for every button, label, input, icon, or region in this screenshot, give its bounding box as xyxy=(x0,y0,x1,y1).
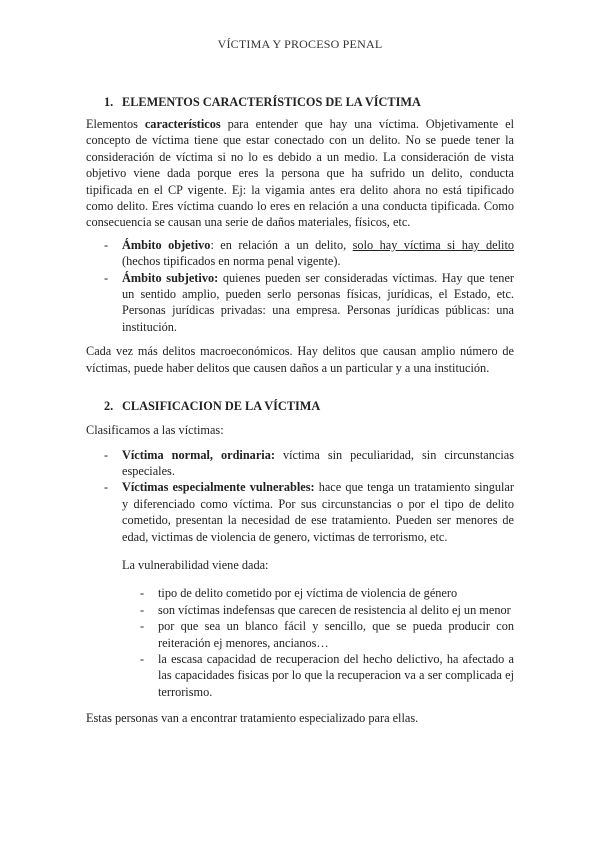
vulnerability-list xyxy=(86,585,514,700)
bold-term: Ámbito subjetivo: xyxy=(122,270,219,285)
list-item xyxy=(86,602,514,618)
vulnerability-intro: La vulnerabilidad viene dada: xyxy=(122,557,269,572)
section-2-closing: Estas personas van a encontrar tratamiento especializado para ellas. xyxy=(86,711,419,726)
dash-bullet: - xyxy=(140,586,145,601)
dash-bullet: - xyxy=(140,619,145,634)
bold-term: Ámbito objetivo xyxy=(122,237,211,252)
section-2-list xyxy=(86,447,514,545)
list-item xyxy=(86,270,514,336)
page-header: VÍCTIMA Y PROCESO PENAL xyxy=(217,37,383,51)
text-run: la escasa capacidad de recuperacion del hecho delictivo, ha afectado a las capacidades fisicas por lo que la recuperacion va a ser complicada ej terrorismo. xyxy=(158,651,514,699)
section-1-number: 1. xyxy=(104,95,114,109)
dash-bullet: - xyxy=(140,651,145,666)
section-2-intro: Clasificamos a las víctimas: xyxy=(86,423,224,438)
section-1-title: ELEMENTOS CARACTERÍSTICOS DE LA VÍCTIMA xyxy=(122,95,421,109)
document-body xyxy=(86,94,514,727)
section-1-list xyxy=(86,237,514,335)
section-1-heading xyxy=(104,94,514,110)
dash-bullet: - xyxy=(104,237,109,252)
dash-bullet: - xyxy=(104,270,109,285)
text-run: para entender que hay una víctima. Objetivamente el concepto de víctima tiene que estar conectado con un delito. No se puede tener la consideración de víctima si no lo es debido a un medio. La consideración de vista objetivo viene dada porque eres la persona que ha sufrido un delito, conducta tipificada en el CP vigente. Ej: la vigamia antes era delito ahora no está tipificado como delito. Eres víctima cuando lo eres en relación a una conducta tipificada. Como consecuencia se causan una serie de daños materiales, físicos, etc. xyxy=(86,117,514,230)
dash-bullet: - xyxy=(104,480,109,495)
section-2-title: CLASIFICACION DE LA VÍCTIMA xyxy=(122,399,321,414)
list-item xyxy=(86,585,514,601)
text-run: víctima sin peculiaridad, sin circunstancias especiales. xyxy=(122,447,514,478)
list-item xyxy=(86,479,514,545)
bold-term: Víctimas especialmente vulnerables: xyxy=(122,480,315,495)
text-run: quienes pueden ser consideradas víctimas. Hay que tener un sentido amplio, pueden serlo personas físicas, jurídicas, el Estado, etc. Personas jurídicas privadas: una empresa. Personas jurídicas públicas: una institución. xyxy=(122,270,514,334)
section-1-paragraph-1 xyxy=(86,116,514,231)
section-2-heading xyxy=(104,398,514,414)
text-run: Elementos xyxy=(86,117,145,131)
bold-term: Víctima normal, ordinaria: xyxy=(122,447,275,462)
dash-bullet: - xyxy=(104,447,109,462)
section-1-paragraph-2: Cada vez más delitos macroeconómicos. Hay delitos que causan amplio número de víctimas, puede haber delitos que causen daños a un particular y a una institución. xyxy=(86,344,514,375)
bold-term: característicos xyxy=(144,117,221,131)
dash-bullet: - xyxy=(140,602,145,617)
list-item xyxy=(86,651,514,700)
text-run: son víctimas indefensas que carecen de resistencia al delito ej un menor xyxy=(158,602,511,617)
list-item xyxy=(86,237,514,270)
underlined-text: solo hay víctima si hay delito xyxy=(352,237,515,252)
text-run: (hechos tipificados en norma penal vigente). xyxy=(122,254,341,269)
section-2-number: 2. xyxy=(104,399,114,414)
text-run: por que sea un blanco fácil y sencillo, que se pueda producir con reiteración ej menores, ancianos… xyxy=(158,619,514,650)
text-run: tipo de delito cometido por ej víctima de violencia de género xyxy=(158,586,458,601)
text-run: hace que tenga un tratamiento singular y diferenciado como víctima. Por sus circunstancias o por el tipo de delito cometido, presentan la necesidad de ese tratamiento. Pueden ser menores de edad, victimas de violencia de genero, victimas de terrorismo, etc. xyxy=(122,480,514,544)
list-item xyxy=(86,447,514,480)
list-item xyxy=(86,618,514,651)
text-run: : en relación a un delito, xyxy=(210,237,353,252)
